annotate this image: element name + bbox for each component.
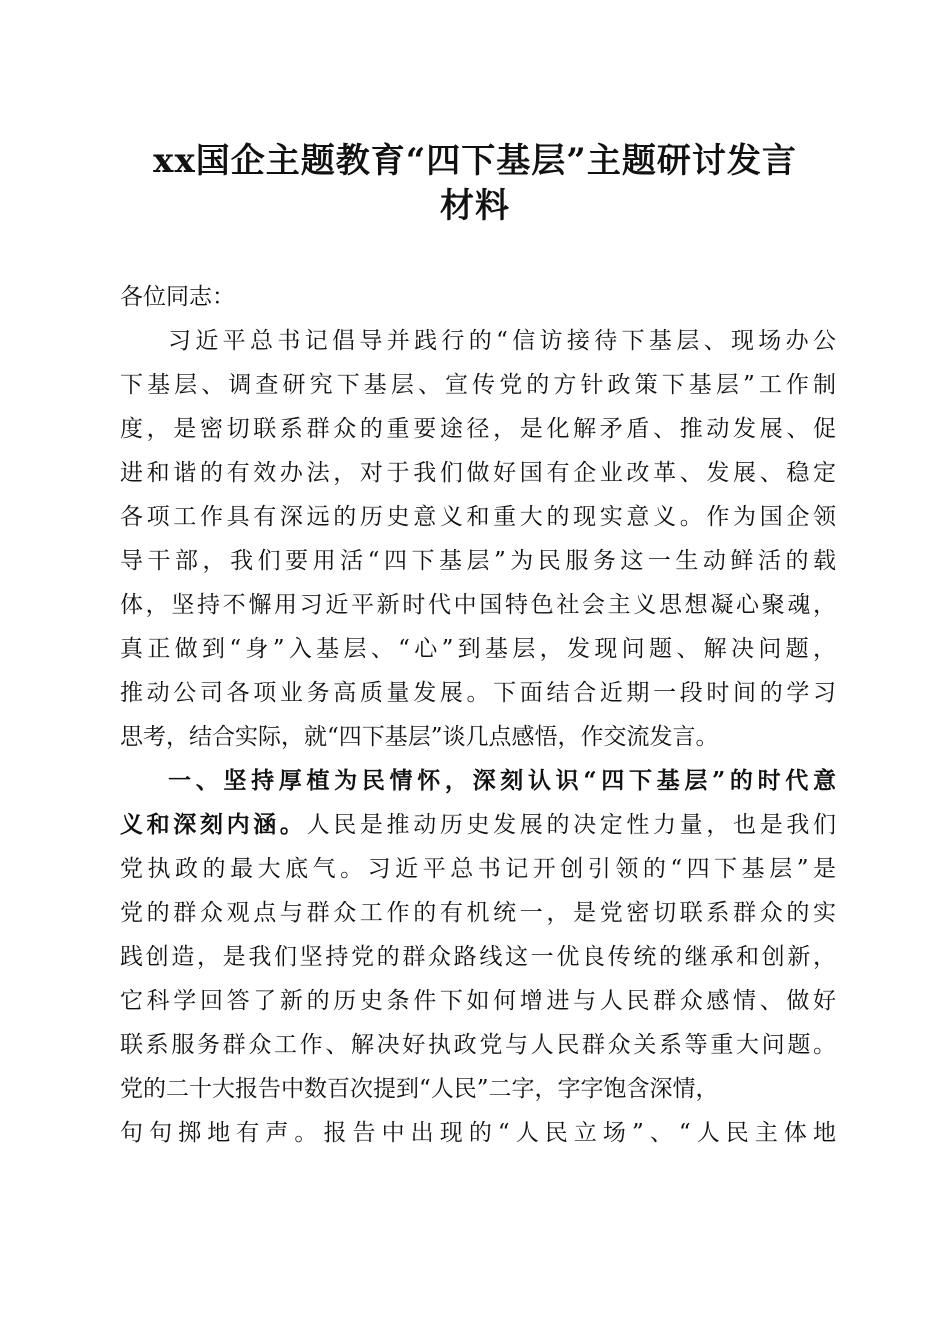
section-1-line: 党执政的最大底气。习近平总书记开创引领的“四下基层”是 <box>120 856 836 882</box>
section-1-line: 它科学回答了新的历史条件下如何增进与人民群众感情、做好 <box>120 988 836 1014</box>
section-1-heading-end: 义和深刻内涵。 <box>120 811 307 838</box>
salutation: 各位同志： <box>120 284 235 310</box>
paragraph-1-line: 思考，结合实际，就“四下基层”谈几点感悟，作交流发言。 <box>120 724 719 750</box>
paragraph-1-line: 进和谐的有效办法，对于我们做好国有企业改革、发展、稳定 <box>120 460 836 486</box>
section-1-heading: 一、坚持厚植为民情怀，深刻认识“四下基层”的时代意 <box>168 767 836 794</box>
section-1-line: 践创造，是我们坚持党的群众路线这一优良传统的继承和创新， <box>120 944 836 970</box>
paragraph-1-line: 习近平总书记倡导并践行的“信访接待下基层、现场办公 <box>168 328 836 354</box>
document-title-line-1: xx国企主题教育“四下基层”主题研讨发言 <box>153 141 797 181</box>
section-1-line: 党的二十大报告中数百次提到“人民”二字，字字饱含深情， <box>120 1076 719 1102</box>
paragraph-1-line: 各项工作具有深远的历史意义和重大的现实意义。作为国企领 <box>120 504 836 530</box>
paragraph-1-line: 度，是密切联系群众的重要途径，是化解矛盾、推动发展、促 <box>120 416 836 442</box>
paragraph-1-line: 体，坚持不懈用习近平新时代中国特色社会主义思想凝心聚魂， <box>120 592 836 618</box>
paragraph-1-line: 真正做到“身”入基层、“心”到基层，发现问题、解决问题， <box>120 636 836 662</box>
document-title-line-2: 材料 <box>440 186 510 226</box>
section-1-line: 句句掷地有声。报告中出现的“人民立场”、“人民主体地 <box>120 1120 836 1146</box>
section-1-line: 联系服务群众工作、解决好执政党与人民群众关系等重大问题。 <box>120 1032 836 1058</box>
paragraph-1-line: 下基层、调查研究下基层、宣传党的方针政策下基层”工作制 <box>120 372 836 398</box>
section-1-line <box>120 805 836 845</box>
paragraph-1-line: 导干部，我们要用活“四下基层”为民服务这一生动鲜活的载 <box>120 548 836 574</box>
section-1-text: 人民是推动历史发展的决定性力量，也是我们 <box>306 812 837 838</box>
paragraph-1-line: 推动公司各项业务高质量发展。下面结合近期一段时间的学习 <box>120 680 836 706</box>
section-1-line: 党的群众观点与群众工作的有机统一，是党密切联系群众的实 <box>120 900 836 926</box>
